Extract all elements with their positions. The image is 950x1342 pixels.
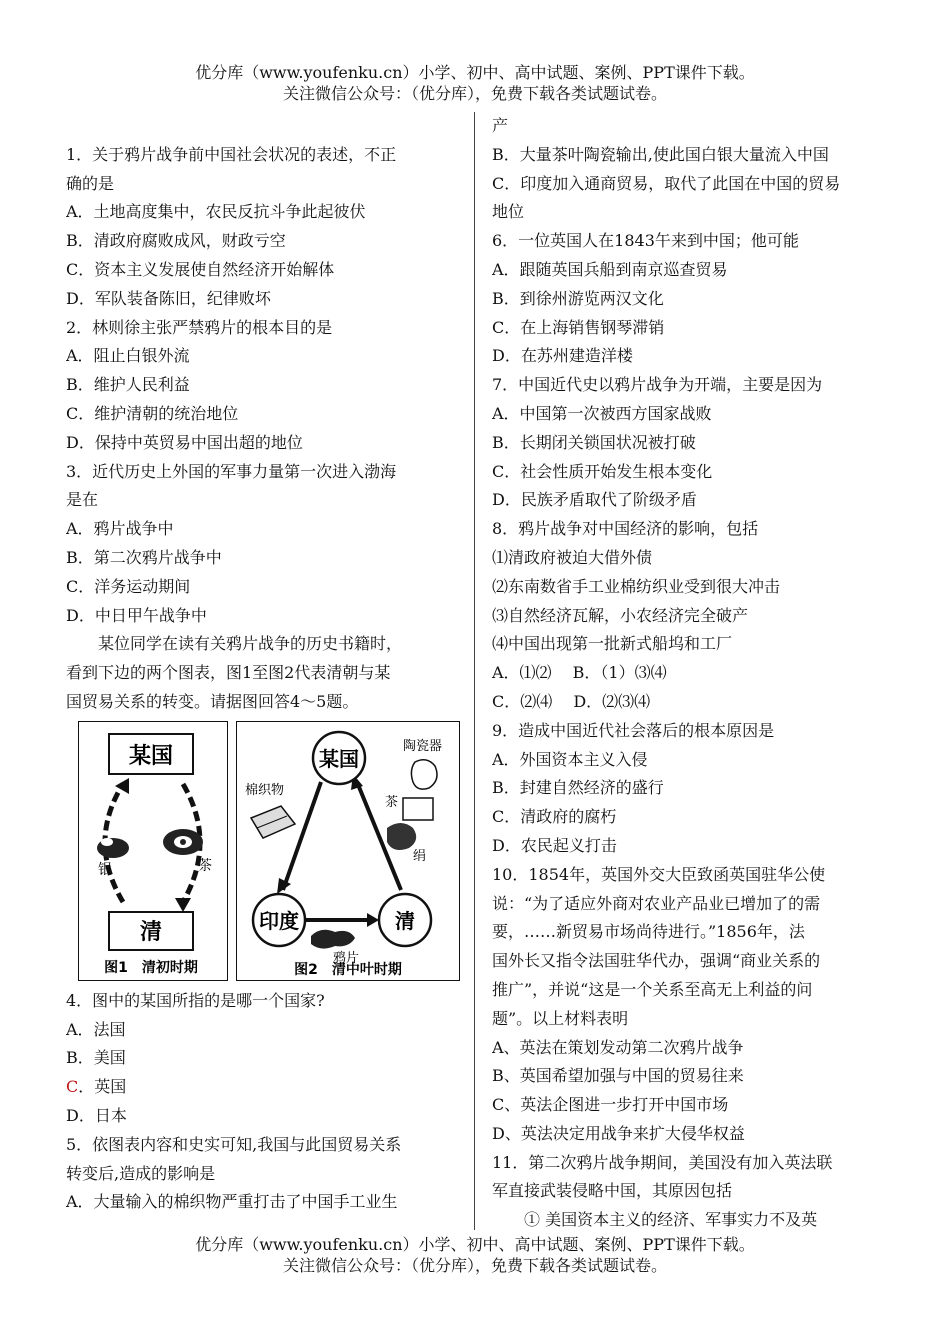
text-line: D．民族矛盾取代了阶级矛盾 [492,490,697,510]
text-line: C．洋务运动期间 [66,576,191,596]
text-line: 2．林则徐主张严禁鸦片的根本目的是 [66,317,333,337]
fig1-tea-label: 茶 [198,857,212,874]
text-line: D．农民起义打击 [492,835,617,855]
text-line: B、英国希望加强与中国的贸易往来 [492,1066,744,1086]
text-line: ⑶自然经济瓦解，小农经济完全破产 [492,605,749,625]
footer-line-1: 优分库（www.youfenku.cn）小学、初中、高中试题、案例、PPT课件下载。 [195,1235,755,1254]
text-line: A．大量输入的棉织物严重打击了中国手工业生 [66,1192,398,1212]
fig2-tea-label: 茶 [385,794,399,810]
text-line: C．维护清朝的统治地位 [66,403,239,423]
text-line: ⑴清政府被迫大借外债 [492,547,653,567]
text-line: 看到下边的两个图表，图1至图2代表清朝与某 [66,663,391,683]
figure-1 [78,721,228,981]
figure-2 [236,721,460,981]
text-line: 10．1854年，英国外交大臣致函英国驻华公使 [492,864,826,884]
text-line: 9．造成中国近代社会落后的根本原因是 [492,720,775,740]
text-line: A、英法在策划发动第二次鸦片战争 [492,1037,744,1057]
left-lines-after-figure [66,987,464,1217]
fig2-arrow-to-india [283,782,321,890]
text-line: 1．关于鸦片战争前中国社会状况的表述，不正 [66,144,397,164]
fig2-porcelain-label: 陶瓷器 [403,738,443,754]
text-line: C．英国 [66,1077,127,1097]
figure-2-caption: 图2 清中叶时期 [294,961,402,978]
text-line: 5．依图表内容和史实可知,我国与此国贸易关系 [66,1134,402,1154]
page-header [0,62,950,104]
text-line: 推广”，并说“这是一个关系至高无上利益的问 [492,979,813,999]
text-line: C、英法企图进一步打开中国市场 [492,1095,729,1115]
text-line: 11．第二次鸦片战争期间，美国没有加入英法联 [492,1152,833,1172]
text-line: B．到徐州游览两汉文化 [492,288,664,308]
text-line: 国贸易关系的转变。请据图回答4～5题。 [66,691,359,711]
text-line: A．法国 [66,1019,126,1039]
text-line: 题”。以上材料表明 [492,1008,629,1028]
header-line-2: 关注微信公众号：（优分库），免费下载各类试题试卷。 [282,84,667,103]
text-line: D．在苏州建造洋楼 [492,346,633,366]
text-line: 6．一位英国人在1843午来到中国；他可能 [492,231,799,251]
text-line: B．封建自然经济的盛行 [492,778,664,798]
text-line: 转变后,造成的影响是 [66,1163,216,1183]
page-footer [0,1234,950,1276]
header-line-1: 优分库（www.youfenku.cn）小学、初中、高中试题、案例、PPT课件下载。 [195,63,755,82]
column-divider [474,112,475,1230]
right-column [492,112,888,1235]
tea-box-icon [403,798,433,820]
text-line: ⑷中国出现第一批新式船坞和工厂 [492,634,733,654]
opium-icon [311,929,355,948]
text-line: 3．近代历史上外国的军事力量第一次进入渤海 [66,461,397,481]
fig2-opium-label: 鸦片 [333,950,360,966]
text-line: 7．中国近代史以鸦片战争为开端，主要是因为 [492,375,823,395]
fig1-silver-label: 银 [98,861,112,878]
fig2-silk-label: 绢 [413,848,427,864]
text-line: 某位同学在读有关鸦片战争的历史书籍时， [66,634,403,654]
text-line: B．长期闭关锁国状况被打破 [492,432,696,452]
fig1-bottom-label: 清 [139,919,163,945]
text-line: 地位 [492,202,525,222]
text-line: A．跟随英国兵船到南京巡查贸易 [492,259,728,279]
fig1-right-arrowhead [175,898,191,912]
right-lines [492,112,888,1235]
text-line: D．日本 [66,1105,127,1125]
text-line: D、英法决定用战争来扩大侵华权益 [492,1123,745,1143]
fig1-top-label: 某国 [128,743,174,769]
text-line: C．印度加入通商贸易，取代了此国在中国的贸易 [492,173,841,193]
figure-trade-diagrams [78,721,464,983]
figure-1-caption: 图1 清初时期 [104,959,198,976]
text-line: 军直接武装侵略中国，其原因包括 [492,1181,733,1201]
fig2-node-india-label: 印度 [259,908,299,933]
text-line: 4．图中的某国所指的是哪一个国家? [66,990,325,1010]
text-line: C．清政府的腐朽 [492,807,617,827]
answer-highlight: C [66,1077,79,1097]
fig2-node-country-label: 某国 [319,746,359,771]
text-line: B．大量茶叶陶瓷输出,使此国白银大量流入中国 [492,144,829,164]
text-line: C．资本主义发展使自然经济开始解体 [66,259,335,279]
text-line: D．军队装备陈旧，纪律败坏 [66,288,271,308]
silk-bundle-icon [387,823,416,850]
footer-line-2: 关注微信公众号：（优分库），免费下载各类试题试卷。 [282,1256,667,1275]
text-line: 要，……新贸易市场尚待进行。”1856年，法 [492,922,805,942]
text-line: B．维护人民利益 [66,375,190,395]
text-line: A．阻止白银外流 [66,346,190,366]
text-line: A．外国资本主义入侵 [492,749,648,769]
porcelain-icon [411,759,437,788]
text-line: C．⑵⑷ D．⑵⑶⑷ [492,691,651,711]
text-line: ⑵东南数省手工业棉纺织业受到很大冲击 [492,576,781,596]
text-line: D．中日甲午战争中 [66,605,207,625]
text-line: C．在上海销售钢琴滞销 [492,317,665,337]
text-line: B．第二次鸦片战争中 [66,547,222,567]
text-line: A．⑴⑵ B．（1）⑶⑷ [492,663,667,683]
left-lines [66,112,464,717]
fig2-cotton-label: 棉织物 [245,782,285,798]
text-line: 8．鸦片战争对中国经济的影响，包括 [492,519,759,539]
text-line: B．清政府腐败成风，财政亏空 [66,231,286,251]
left-column [66,112,464,1217]
text-line: A．土地高度集中，农民反抗斗争此起彼伏 [66,202,366,222]
text-line: A．鸦片战争中 [66,519,174,539]
text-line: 国外长又指令法国驻华代办，强调“商业关系的 [492,951,821,971]
text-line: 确的是 [66,173,115,193]
text-line [66,112,464,141]
fig1-left-arrowhead [115,778,129,794]
text-line: A．中国第一次被西方国家战败 [492,403,712,423]
text-line: D．保持中英贸易中国出超的地位 [66,432,303,452]
text-line: 产 [492,116,509,135]
text-line: C．社会性质开始发生根本变化 [492,461,713,481]
text-line: ① 美国资本主义的经济、军事实力不及英 [492,1210,818,1230]
text-line: 说：“为了适应外商对农业产品业已增加了的需 [492,893,821,913]
fig2-node-qing-label: 清 [395,908,415,933]
text-line: 是在 [66,490,99,510]
text-line: B．美国 [66,1048,126,1068]
